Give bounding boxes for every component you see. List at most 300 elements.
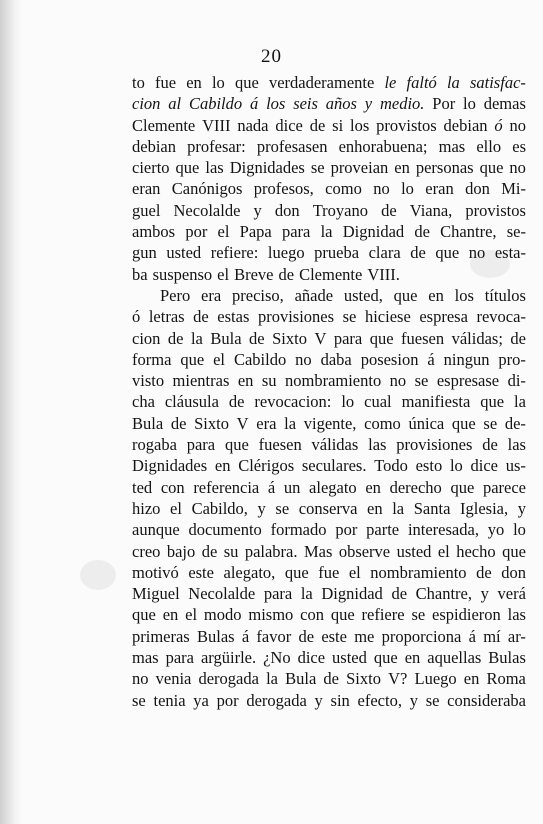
word: las — [368, 435, 387, 455]
word: Bulas — [196, 626, 235, 646]
word: Clérigos — [238, 456, 295, 476]
word: para — [333, 328, 363, 348]
word: Todo — [374, 456, 408, 476]
word: la — [266, 669, 278, 689]
word: posesion — [360, 349, 419, 369]
text-line — [132, 668, 526, 689]
word: verá — [497, 584, 526, 604]
word: los — [266, 94, 286, 114]
word: debian — [443, 115, 488, 135]
word: bajo — [166, 541, 196, 561]
word: luego — [267, 243, 305, 263]
word: en — [186, 73, 202, 92]
word: en — [428, 285, 444, 305]
word: de — [381, 200, 397, 220]
word: Cabildo, — [191, 498, 248, 518]
word: de — [298, 626, 315, 646]
word: guel — [132, 200, 161, 220]
word: di- — [507, 371, 526, 391]
word: dice — [470, 456, 498, 476]
word: como — [364, 413, 401, 433]
word: cha — [132, 392, 155, 412]
word: Clemente — [132, 115, 196, 135]
word: de — [391, 584, 408, 604]
word: las — [507, 605, 526, 625]
word: forma — [132, 349, 172, 369]
word: sin — [330, 690, 350, 710]
word: de — [323, 669, 339, 689]
word: lo — [401, 179, 414, 199]
word: de — [410, 243, 426, 263]
word: fuesen — [401, 328, 445, 348]
word: nombramiento — [370, 562, 467, 582]
word: de — [510, 328, 526, 348]
word: parece — [482, 477, 526, 497]
word: esto — [415, 456, 443, 476]
word: don — [501, 562, 526, 582]
word: suspenso — [152, 264, 213, 284]
word: Santa — [413, 498, 451, 518]
word: Iglesia, — [460, 498, 509, 518]
text-line — [132, 455, 526, 476]
word: usted — [396, 541, 432, 561]
word: hiciese — [364, 307, 411, 327]
text-line — [132, 434, 526, 455]
word: alegato, — [223, 562, 276, 582]
text-line — [132, 690, 526, 711]
word: Bula — [210, 328, 242, 348]
word: era — [201, 285, 222, 305]
page-number: 20 — [261, 46, 282, 67]
word: se — [132, 690, 146, 710]
text-line — [132, 242, 526, 263]
word: efecto, — [357, 690, 402, 710]
word: gun — [132, 243, 157, 263]
word: su — [261, 371, 277, 391]
word: esta- — [494, 243, 526, 263]
word: á — [241, 626, 250, 646]
word: mas — [438, 136, 466, 156]
text-line — [132, 136, 526, 157]
word: Dignidades — [132, 456, 208, 476]
word: ó — [494, 115, 503, 135]
word: el — [217, 222, 230, 242]
word: alegato — [309, 477, 357, 497]
word: Canónigos — [171, 179, 243, 199]
word: espresase — [436, 371, 500, 391]
word: Clemente — [299, 264, 363, 284]
word: dice — [275, 115, 303, 135]
paper-stain — [80, 560, 116, 590]
word: Cabildo — [233, 349, 287, 369]
word: de — [476, 562, 492, 582]
word: ¿No — [263, 648, 291, 668]
word: el — [217, 264, 230, 284]
word: y — [409, 690, 418, 710]
text-line — [132, 498, 526, 519]
word: enhorabuena; — [338, 136, 428, 156]
word: daba — [320, 349, 352, 369]
word: Viana, — [409, 200, 453, 220]
word: se — [342, 307, 357, 327]
word: Necolalde — [188, 584, 256, 604]
word: que — [180, 349, 205, 369]
word: formado — [270, 520, 327, 540]
text-line — [132, 562, 526, 583]
word: satisfac- — [469, 73, 526, 92]
word: años — [325, 94, 357, 114]
word: mí — [483, 626, 501, 646]
word: ted — [132, 477, 153, 497]
text-line — [132, 178, 526, 199]
text-line — [132, 200, 526, 221]
word: y — [517, 498, 526, 518]
word: cláusula — [164, 392, 219, 412]
word: la — [514, 392, 526, 412]
word: la — [446, 73, 460, 92]
word: don — [274, 200, 300, 220]
word: las — [205, 158, 224, 178]
word: lo — [449, 456, 463, 476]
word: para — [165, 648, 194, 668]
word: derecho — [389, 477, 442, 497]
word: Chantre, — [415, 584, 472, 604]
word: faltó — [406, 73, 437, 92]
word: referencia — [193, 477, 260, 497]
word: refiere — [361, 605, 405, 625]
word: que — [175, 158, 200, 178]
word: Chantre, — [440, 222, 497, 242]
word: la — [320, 222, 333, 242]
word: para — [263, 584, 293, 604]
word: el — [348, 562, 361, 582]
word: en — [367, 498, 383, 518]
word: que — [224, 435, 249, 455]
word: to — [132, 73, 145, 92]
word: debian — [132, 136, 176, 156]
word: que — [284, 562, 309, 582]
word: en — [365, 477, 381, 497]
word: usted — [166, 243, 202, 263]
text-line — [132, 349, 526, 370]
word: se — [310, 158, 325, 178]
word: aquellas — [427, 648, 482, 668]
word: de — [482, 435, 498, 455]
word: que — [435, 243, 460, 263]
word: como — [325, 179, 362, 199]
word: no — [295, 349, 312, 369]
word: en — [162, 605, 179, 625]
word: ningun — [443, 349, 490, 369]
word: válidas — [311, 435, 359, 455]
text-line — [132, 519, 526, 540]
word: por — [216, 690, 239, 710]
word: Breve — [234, 264, 274, 284]
word: ya — [193, 690, 209, 710]
word: Bula — [132, 413, 164, 433]
word: cual — [364, 392, 392, 412]
text-line — [132, 264, 526, 285]
text-line — [132, 306, 526, 327]
text-line — [132, 477, 526, 498]
word: de — [170, 413, 187, 433]
word: provisiones — [257, 307, 335, 327]
word: que — [373, 648, 398, 668]
word: creo — [132, 541, 161, 561]
word: Sixto — [272, 328, 307, 348]
word: Roma — [486, 669, 526, 689]
word: que — [234, 73, 259, 92]
word: con — [300, 605, 324, 625]
text-line — [132, 583, 526, 604]
word: y — [314, 690, 323, 710]
word: profesasen — [256, 136, 328, 156]
word: por — [335, 520, 358, 540]
word: palabra. — [244, 541, 298, 561]
word: documento — [188, 520, 262, 540]
word: V — [236, 413, 249, 433]
word: no — [509, 115, 526, 135]
word: que — [502, 541, 526, 561]
word: de — [309, 115, 326, 135]
word: á — [249, 94, 259, 114]
word: este — [321, 626, 347, 646]
word: interesada, — [407, 520, 479, 540]
word: revoca- — [476, 307, 526, 327]
word: se- — [506, 222, 526, 242]
word: Mas — [303, 541, 333, 561]
word: que — [330, 605, 355, 625]
word: mas — [132, 648, 159, 668]
word: si — [332, 115, 344, 135]
word: que — [479, 158, 504, 178]
word: prueba — [314, 243, 360, 263]
word: hecho — [456, 541, 496, 561]
word: Necolalde — [173, 200, 241, 220]
word: lo — [513, 520, 526, 540]
word: se — [425, 690, 440, 710]
word: su — [223, 541, 239, 561]
word: lo — [463, 94, 476, 114]
word: Pero — [160, 285, 191, 305]
word: Troyano — [312, 200, 369, 220]
word: me — [354, 626, 375, 646]
word: que — [369, 328, 394, 348]
word: derogada — [198, 669, 259, 689]
word: aunque — [132, 520, 180, 540]
word: no — [509, 158, 526, 178]
word: provisiones — [396, 435, 473, 455]
word: mismo — [248, 605, 294, 625]
text-line — [132, 285, 526, 306]
word: ba — [132, 264, 148, 284]
word: lo — [341, 392, 355, 412]
word: mientras — [172, 371, 230, 391]
word: añade — [294, 285, 334, 305]
word: nada — [237, 115, 269, 135]
word: se — [411, 605, 426, 625]
text-line — [132, 93, 526, 114]
word: medio. — [379, 94, 425, 114]
word: eran — [425, 179, 454, 199]
word: títulos — [484, 285, 526, 305]
text-line — [132, 604, 526, 625]
word: Dignidad — [342, 222, 405, 242]
word: ó — [132, 307, 141, 327]
word: rogaba — [132, 435, 177, 455]
word: revocacion: — [254, 392, 332, 412]
word: visto — [132, 371, 165, 391]
word: por — [185, 222, 208, 242]
word: tenia — [153, 690, 186, 710]
word: ar- — [507, 626, 526, 646]
word: no — [132, 669, 149, 689]
word: era — [256, 413, 277, 433]
page-edge-shadow — [0, 0, 22, 824]
word: que — [451, 413, 476, 433]
word: la — [190, 328, 203, 348]
word: los — [350, 115, 370, 135]
word: y — [364, 94, 373, 114]
word: este — [188, 562, 214, 582]
word: la — [300, 584, 313, 604]
word: parte — [366, 520, 400, 540]
word: se — [275, 498, 290, 518]
word: VIII. — [367, 264, 400, 284]
word: á — [267, 477, 276, 497]
word: eran — [132, 179, 161, 199]
word: primeras — [132, 626, 190, 646]
text-line — [132, 541, 526, 562]
word: de — [167, 328, 184, 348]
word: observe — [338, 541, 391, 561]
word: en — [237, 371, 254, 391]
word: única — [408, 413, 445, 433]
word: venia — [155, 669, 192, 689]
word: letras — [148, 307, 185, 327]
word: Bulas — [488, 648, 526, 668]
word: nombramiento — [284, 371, 382, 391]
word: el — [437, 541, 450, 561]
word: para — [281, 222, 311, 242]
word: á — [427, 349, 435, 369]
word: Mi- — [501, 179, 526, 199]
word: fue — [318, 562, 340, 582]
word: á — [468, 626, 476, 646]
word: en — [404, 648, 421, 668]
word: seis — [293, 94, 318, 114]
word: VIII — [202, 115, 231, 135]
word: al — [168, 94, 182, 114]
word: de — [278, 264, 295, 284]
word: el — [213, 349, 226, 369]
word: con — [160, 477, 185, 497]
word: vigente, — [303, 413, 357, 433]
word: Miguel — [132, 584, 180, 604]
word: ello — [476, 136, 502, 156]
word: en — [394, 158, 410, 178]
word: Por — [432, 94, 456, 114]
word: Papa — [239, 222, 272, 242]
word: no — [373, 179, 390, 199]
word: hizo — [132, 498, 161, 518]
body-text — [132, 72, 526, 711]
word: Cabildo — [188, 94, 243, 114]
word: Sixto — [194, 413, 229, 433]
text-line — [132, 647, 526, 668]
word: un — [283, 477, 301, 497]
word: provistos — [376, 115, 437, 135]
word: demas — [483, 94, 526, 114]
word: no — [468, 243, 486, 263]
word: que — [132, 605, 156, 625]
word: cion — [132, 94, 161, 114]
word: de — [201, 541, 218, 561]
word: se — [483, 413, 498, 433]
word: consideraba — [447, 690, 526, 710]
word: V? — [388, 669, 408, 689]
word: válidas; — [451, 328, 503, 348]
word: para — [186, 435, 216, 455]
word: de- — [504, 413, 526, 433]
word: Dignidad — [321, 584, 383, 604]
word: espidieron — [432, 605, 501, 625]
word: en — [463, 669, 480, 689]
word: yo — [487, 520, 505, 540]
text-line — [132, 413, 526, 434]
word: los — [454, 285, 474, 305]
word: fuesen — [258, 435, 302, 455]
word: de — [249, 328, 265, 348]
word: verdaderamente — [268, 73, 375, 92]
word: don — [465, 179, 490, 199]
word: cierto — [132, 158, 170, 178]
text-line — [132, 72, 526, 93]
text-line — [132, 221, 526, 242]
word: la — [392, 498, 405, 518]
word: seculares. — [301, 456, 367, 476]
word: que — [480, 392, 505, 412]
word: de — [228, 392, 245, 412]
word: en — [214, 456, 231, 476]
word: usted, — [343, 285, 383, 305]
word: de — [414, 222, 430, 242]
word: preciso, — [232, 285, 284, 305]
word: Sixto — [346, 669, 381, 689]
word: favor — [256, 626, 292, 646]
word: us- — [505, 456, 526, 476]
word: Bula — [285, 669, 317, 689]
word: el — [185, 605, 198, 625]
word: modo — [203, 605, 242, 625]
word: proporciona — [381, 626, 462, 646]
word: que — [450, 477, 475, 497]
text-line — [132, 157, 526, 178]
word: clara — [368, 243, 401, 263]
word: motivó — [132, 562, 179, 582]
text-line — [132, 391, 526, 412]
word: manifiesta — [401, 392, 471, 412]
text-line — [132, 328, 526, 349]
word: profesos, — [253, 179, 314, 199]
word: y — [253, 200, 262, 220]
word: provistos — [465, 200, 526, 220]
word: lo — [211, 73, 225, 92]
word: espresa — [419, 307, 468, 327]
word: refiere: — [210, 243, 259, 263]
word: ambos — [132, 222, 176, 242]
word: no — [389, 371, 407, 391]
